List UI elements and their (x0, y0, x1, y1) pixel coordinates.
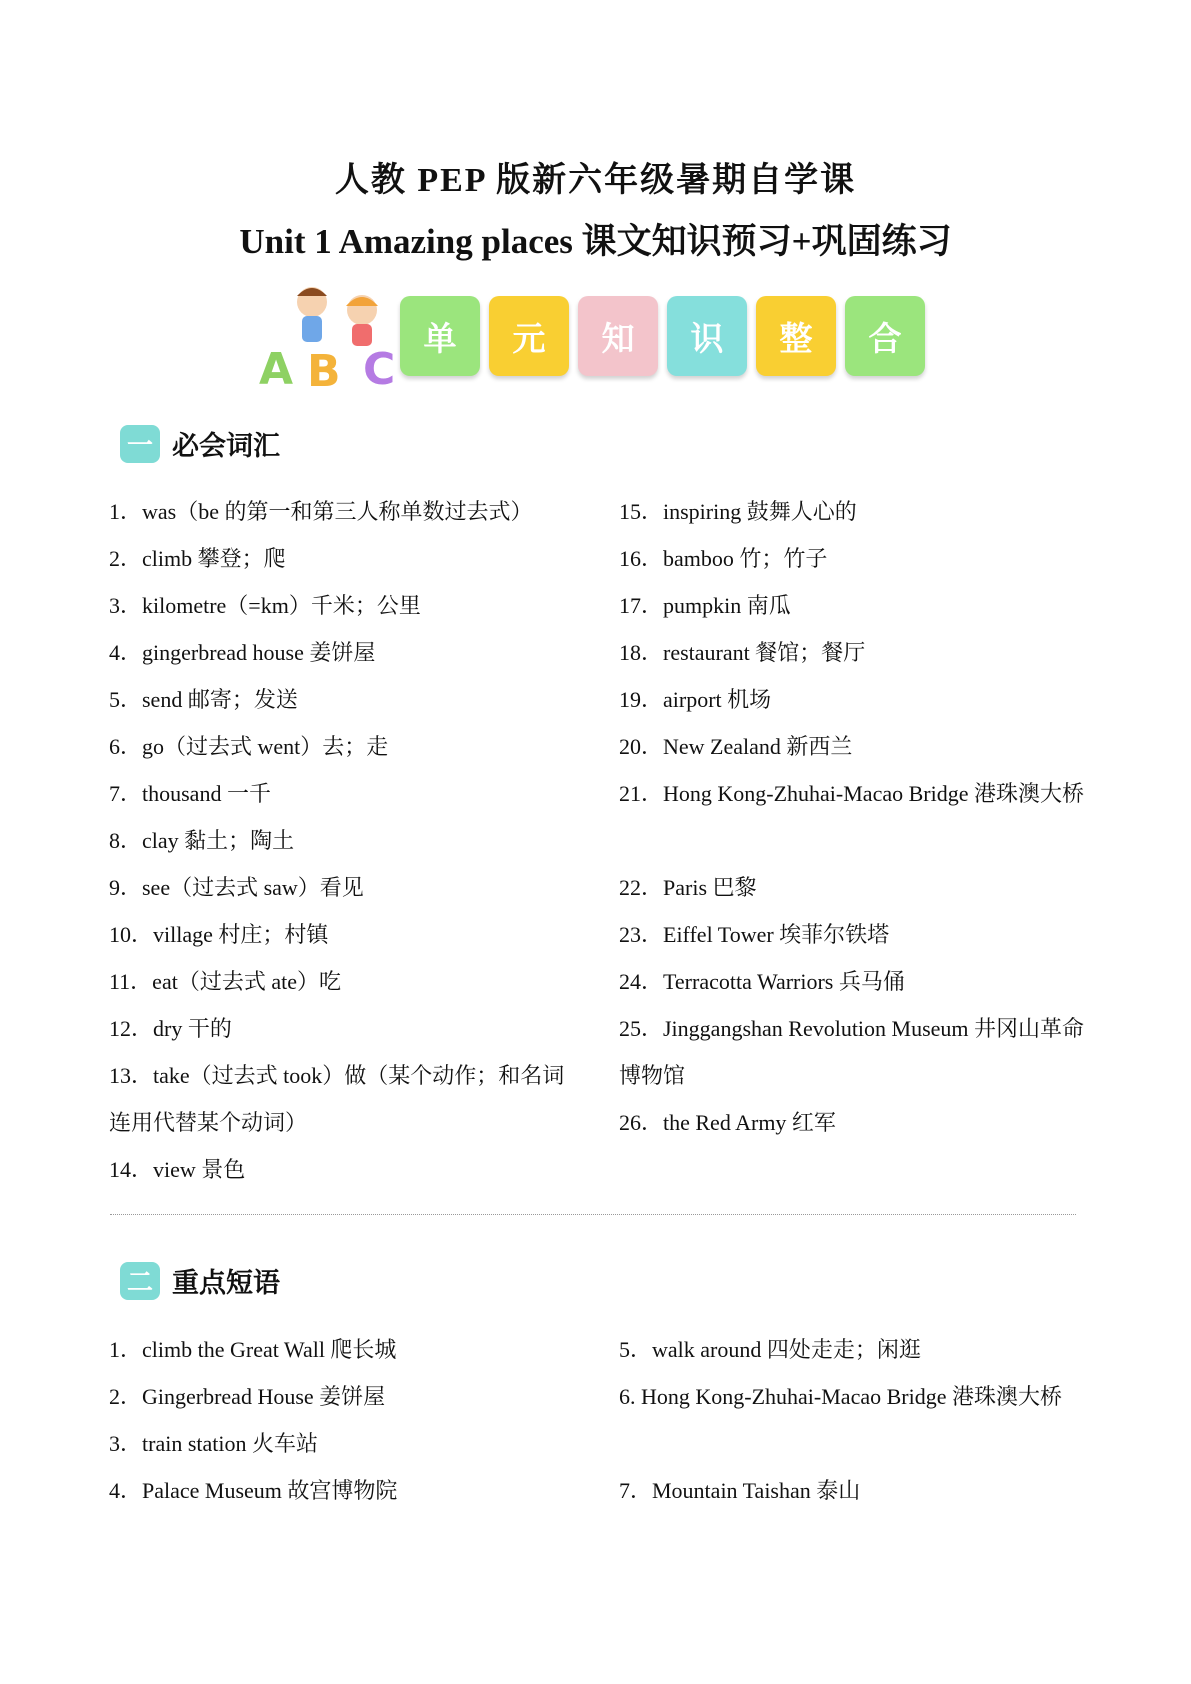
vocab-item: 18．restaurant 餐馆；餐厅 (619, 640, 866, 665)
banner-tile-6 (845, 296, 925, 376)
banner-tile-char: 识 (690, 318, 724, 358)
banner-tile-4 (667, 296, 747, 376)
page-subtitle: Unit 1 Amazing places 课文知识预习+巩固练习 (239, 222, 952, 261)
vocab-item: 2．climb 攀登；爬 (109, 546, 286, 571)
phrase-item: 7．Mountain Taishan 泰山 (619, 1478, 861, 1503)
section-title: 必会词汇 (172, 431, 280, 462)
vocab-item: 3．kilometre（=km）千米；公里 (109, 593, 421, 618)
vocab-item: 6．go（过去式 went）去；走 (109, 734, 389, 759)
vocab-item: 16．bamboo 竹；竹子 (619, 546, 828, 571)
vocab-item: 12．dry 干的 (109, 1016, 232, 1041)
phrase-item: 4．Palace Museum 故宫博物院 (109, 1478, 398, 1503)
section-title: 重点短语 (172, 1268, 280, 1299)
vocab-item: 14．view 景色 (109, 1157, 246, 1182)
vocab-item: 1．was（be 的第一和第三人称单数过去式） (109, 499, 533, 524)
phrase-item: 2．Gingerbread House 姜饼屋 (109, 1384, 386, 1409)
abc-kids-illustration (257, 280, 407, 390)
vocab-item: 24．Terracotta Warriors 兵马俑 (619, 969, 905, 994)
vocab-item: 4．gingerbread house 姜饼屋 (109, 640, 376, 665)
vocab-item: 7．thousand 一千 (109, 781, 271, 806)
vocab-item: 17．pumpkin 南瓜 (619, 593, 791, 618)
vocab-item: 26．the Red Army 红军 (619, 1110, 836, 1135)
banner-tile-1 (400, 296, 480, 376)
section-badge: 二 (120, 1262, 160, 1300)
banner-tile-char: 知 (601, 318, 635, 358)
vocab-item: 19．airport 机场 (619, 687, 772, 712)
section-vocabulary-header (120, 424, 280, 463)
section-badge: 一 (120, 425, 160, 463)
vocab-item: 13．take（过去式 took）做（某个动作；和名词连用代替某个动词） (109, 1063, 565, 1135)
vocab-item: 8．clay 黏土；陶土 (109, 828, 295, 853)
banner-tile-3 (578, 296, 658, 376)
vocab-item: 10．village 村庄；村镇 (109, 922, 329, 947)
vocab-item: 23．Eiffel Tower 埃菲尔铁塔 (619, 922, 890, 947)
banner-tile-2 (489, 296, 569, 376)
vocab-item: 22．Paris 巴黎 (619, 875, 757, 900)
section-divider (110, 1214, 1076, 1215)
phrase-item: 5．walk around 四处走走；闲逛 (619, 1337, 921, 1362)
banner-tile-5 (756, 296, 836, 376)
unit-knowledge-banner (257, 280, 957, 390)
banner-tile-char: 单 (423, 318, 457, 358)
banner-tile-char: 合 (868, 318, 902, 358)
phrase-item: 1．climb the Great Wall 爬长城 (109, 1337, 397, 1362)
vocab-item: 11．eat（过去式 ate）吃 (109, 969, 341, 994)
vocab-item: 5．send 邮寄；发送 (109, 687, 298, 712)
vocab-item: 25．Jinggangshan Revolution Museum 井冈山革命博物馆 (619, 1016, 1085, 1088)
vocab-item: 20．New Zealand 新西兰 (619, 734, 853, 759)
vocab-item: 9．see（过去式 saw）看见 (109, 875, 364, 900)
svg-text:B: B (307, 346, 341, 390)
phrase-item: 3．train station 火车站 (109, 1431, 318, 1456)
page-title: 人教 PEP 版新六年级暑期自学课 (334, 162, 857, 199)
vocab-item: 15．inspiring 鼓舞人心的 (619, 499, 857, 524)
svg-text:A: A (259, 344, 294, 390)
phrase-item: 6. Hong Kong-Zhuhai-Macao Bridge 港珠澳大桥 (619, 1384, 1062, 1409)
vocab-item: 21．Hong Kong-Zhuhai-Macao Bridge 港珠澳大桥 (619, 781, 1084, 806)
banner-tile-char: 整 (779, 318, 813, 358)
section-phrases-header (120, 1261, 280, 1300)
svg-text:C: C (363, 344, 396, 390)
banner-tile-char: 元 (512, 318, 546, 358)
